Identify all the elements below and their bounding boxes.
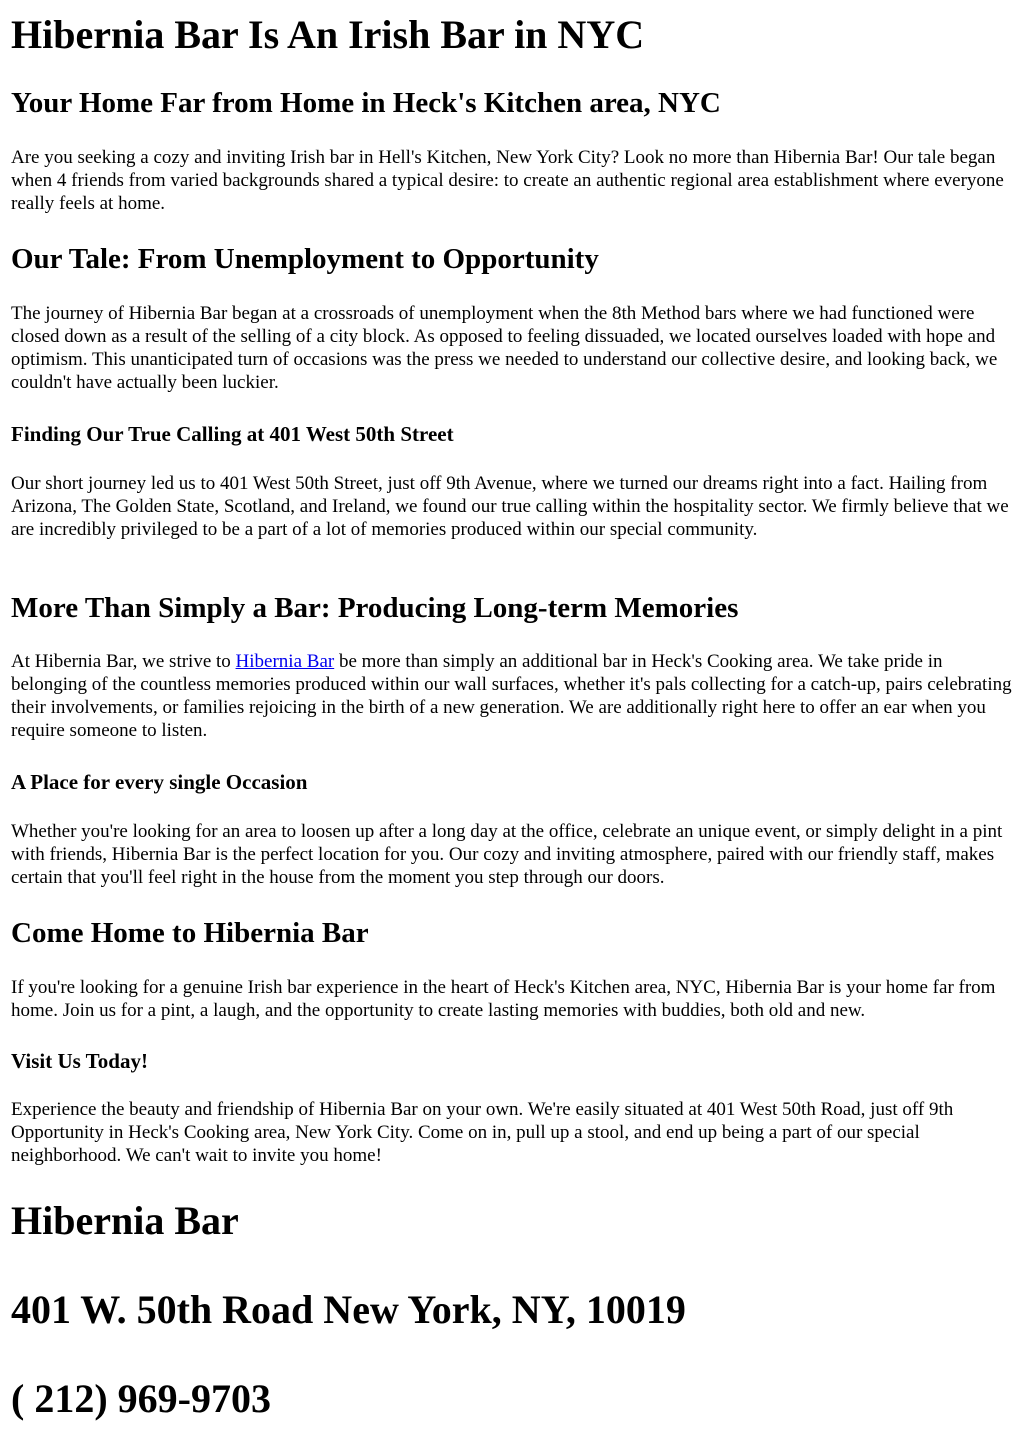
memories-text-before-link: At Hibernia Bar, we strive to bbox=[11, 651, 236, 672]
visit-paragraph: Experience the beauty and friendship of Hibernia Bar on your own. We're easily situated at 401 West 50th Road, just off 9th Opportunity in Heck's Cooking area, New York City. Come on in, pull up a stool, and end up being a part of our special neighborhood. We can't wait to invite you home! bbox=[11, 1099, 954, 1166]
calling-paragraph: Our short journey led us to 401 West 50th Street, just off 9th Avenue, where we turned our dreams right into a fact. Hailing from Arizona, The Golden State, Scotland, and Ireland, we found our true calling within the hospitality sector. We firmly believe that we are incredibly privileged to be a part of a lot of memories produced within our special community. bbox=[11, 473, 1009, 540]
tale-heading: Our Tale: From Unemployment to Opportunity bbox=[11, 243, 599, 275]
occasion-heading: A Place for every single Occasion bbox=[11, 770, 308, 794]
business-address: 401 W. 50th Road New York, NY, 10019 bbox=[11, 1287, 686, 1332]
memories-text-after-link: be more than simply an additional bar in Heck's Cooking area. We take pride in belonging of the countless memories produced within our wall surfaces, whether it's pals collecting for a catch-up, pairs celebrating their involvements, or families rejoicing in the birth of a new generation. We are additionally right here to offer an ear when you require someone to listen. bbox=[11, 651, 1012, 741]
hibernia-bar-link[interactable]: Hibernia Bar bbox=[235, 651, 335, 672]
come-home-paragraph: If you're looking for a genuine Irish bar experience in the heart of Heck's Kitchen area, NYC, Hibernia Bar is your home far from home. Join us for a pint, a laugh, and the opportunity to create lasting memories with buddies, both old and new. bbox=[11, 977, 996, 1021]
intro-paragraph: Are you seeking a cozy and inviting Irish bar in Hell's Kitchen, New York City? Look no more than Hibernia Bar! Our tale began when 4 friends from varied backgrounds shared a typical desire: to create an authentic regional area establishment where everyone really feels at home. bbox=[11, 147, 1004, 214]
come-home-heading: Come Home to Hibernia Bar bbox=[11, 917, 369, 949]
tale-paragraph: The journey of Hibernia Bar began at a crossroads of unemployment when the 8th Method bars where we had functioned were closed down as a result of the selling of a city block. As opposed to feeling dissuaded, we located ourselves loaded with hope and optimism. This unanticipated turn of occasions was the press we needed to understand our collective desire, and looking back, we couldn't have actually been luckier. bbox=[11, 303, 998, 393]
business-phone: ( 212) 969-9703 bbox=[11, 1376, 271, 1421]
calling-heading: Finding Our True Calling at 401 West 50th Street bbox=[11, 422, 454, 446]
occasion-paragraph: Whether you're looking for an area to loosen up after a long day at the office, celebrate an unique event, or simply delight in a pint with friends, Hibernia Bar is the perfect location for you. Our cozy and inviting atmosphere, paired with our friendly staff, makes certain that you'll feel right in the house from the moment you step through our doors. bbox=[11, 821, 1003, 888]
memories-heading: More Than Simply a Bar: Producing Long-term Memories bbox=[11, 592, 739, 624]
tagline-heading: Your Home Far from Home in Heck's Kitchen area, NYC bbox=[11, 87, 721, 119]
page-title: Hibernia Bar Is An Irish Bar in NYC bbox=[11, 12, 645, 57]
visit-heading: Visit Us Today! bbox=[11, 1049, 148, 1073]
memories-paragraph bbox=[11, 650, 1014, 742]
business-name: Hibernia Bar bbox=[11, 1198, 239, 1243]
